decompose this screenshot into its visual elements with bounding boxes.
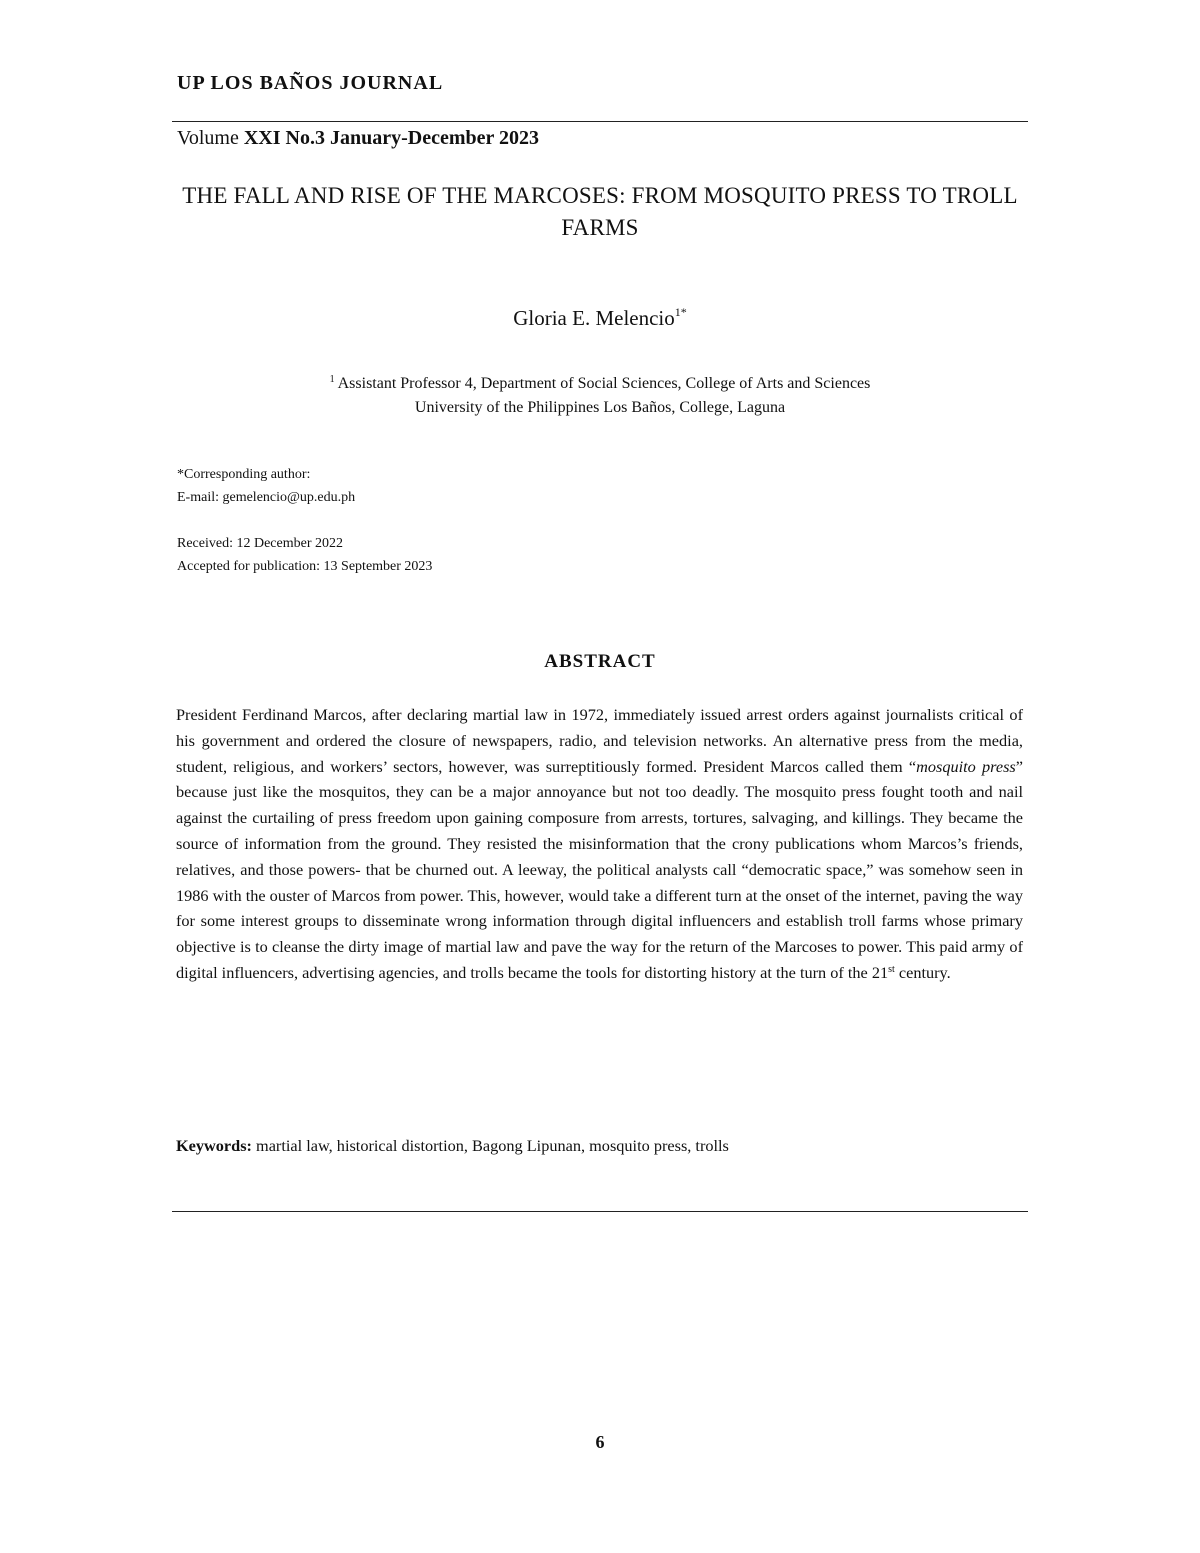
affiliation-line-2: University of the Philippines Los Baños, College, Laguna (414, 399, 786, 416)
accepted-date: Accepted for publication: 13 September 2023 (177, 559, 433, 574)
publication-dates (177, 532, 432, 578)
page-number: 6 (595, 1432, 605, 1452)
abstract-italic-term: mosquito press (916, 756, 1016, 776)
affiliation-mark: 1 (329, 374, 335, 385)
author-name: Gloria E. Melencio (513, 306, 675, 330)
keywords-list: martial law, historical distortion, Bagong Lipunan, mosquito press, trolls (251, 1136, 729, 1155)
corresponding-email: E-mail: gemelencio@up.edu.ph (177, 490, 356, 505)
keywords-line (176, 1136, 729, 1156)
author-affiliation-marks: 1* (674, 305, 687, 319)
corresponding-author-label: *Corresponding author: (177, 467, 311, 482)
abstract-text-2: ” because just like the mosquitos, they can be a major annoyance but not too deadly. The mosquito press fought tooth and nail against the curtailing of press freedom upon gaining composure from arrests, tortures, salvaging, and killings. They became the source of information from the ground. They resisted the misinformation that the crony publications whom Marcos’s friends, relatives, and those powers- that be churned out. A leeway, the political analysts call “democratic space,” was somehow seen in 1986 with the ouster of Marcos from power. This, however, would take a different turn at the onset of the internet, paving the way for some interest groups to disseminate wrong information through digital influencers and establish troll farms whose primary objective is to cleanse the dirty image of martial law and pave the way for the return of the Marcoses to power. This paid army of digital influencers, advertising agencies, and trolls became the tools for distorting history at the turn of the 21 (176, 756, 1023, 982)
volume-line (177, 127, 539, 150)
volume-prefix: Volume (177, 127, 244, 149)
abstract-text-1: President Ferdinand Marcos, after declaring martial law in 1972, immediately issued arrest orders against journalists critical of his government and ordered the closure of newspapers, radio, and television networks. An alternative press from the media, student, religious, and workers’ sectors, however, was surreptitiously formed. President Marcos called them “ (176, 705, 1023, 776)
received-date: Received: 12 December 2022 (177, 536, 343, 551)
corresponding-author-block (177, 463, 355, 509)
keywords-label: Keywords: (176, 1136, 252, 1155)
abstract-paragraph (176, 702, 1023, 986)
abstract-bottom-divider (172, 1211, 1028, 1212)
author-affiliation (200, 368, 1000, 420)
article-title: THE FALL AND RISE OF THE MARCOSES: FROM MOSQUITO PRESS TO TROLL FARMS (182, 183, 1018, 240)
author-line (300, 305, 900, 331)
abstract-heading: ABSTRACT (544, 651, 656, 672)
affiliation-line-1 (200, 368, 1000, 396)
header-divider (172, 121, 1028, 122)
volume-issue-date: XXI No.3 January-December 2023 (243, 127, 540, 149)
affiliation-text-1: Assistant Professor 4, Department of Social Sciences, College of Arts and Sciences (337, 375, 871, 392)
ordinal-suffix: st (888, 963, 895, 975)
abstract-text-3: century. (894, 962, 951, 982)
journal-name: UP LOS BAÑOS JOURNAL (177, 72, 444, 94)
